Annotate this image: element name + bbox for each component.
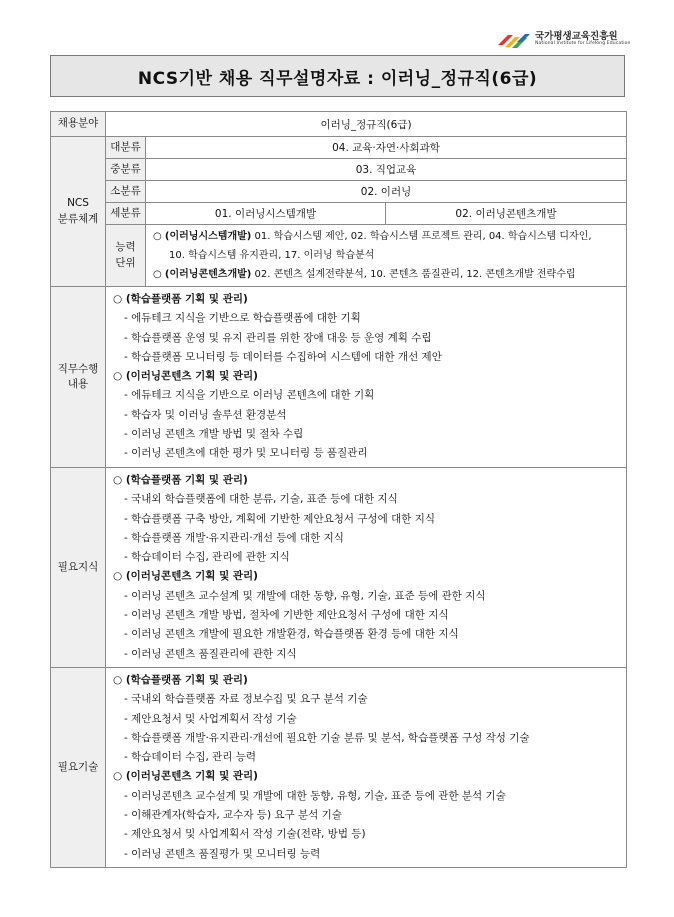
section-heading: ○ (학습플랫폼 기획 및 관리): [113, 293, 248, 305]
list-item: - 학습자 및 이러닝 솔루션 환경분석: [124, 408, 287, 421]
list-item: - 에듀테크 지식을 기반으로 학습플랫폼에 대한 기획: [124, 312, 361, 325]
list-item: - 학습플랫폼 개발·유지관리·개선에 필요한 기술 분류 및 분석, 학습플랫폼 구성 작성 기술: [124, 731, 530, 744]
list-item: - 이러닝콘텐츠 교수설계 및 개발에 대한 동향, 유형, 기술, 표준 등에 관한 분석 기술: [124, 789, 506, 802]
ability-units: [146, 225, 627, 287]
section-heading: ○ (학습플랫폼 기획 및 관리): [113, 673, 248, 686]
list-item: - 학습플랫폼 운영 및 유지 관리를 위한 장애 대응 등 운영 계획 수립: [124, 331, 432, 344]
job-description-table: [50, 111, 627, 868]
detail-value-2: 02. 이러닝콘텐츠개발: [386, 203, 627, 225]
duties-content: [106, 287, 627, 468]
skills-label: 필요기술: [51, 667, 106, 867]
ability-marker: ○: [153, 269, 162, 280]
ability-line-1: [153, 227, 622, 246]
detail-label: 세분류: [106, 203, 146, 225]
list-item: - 제안요청서 및 사업계획서 작성 기술(전략, 방법 등): [124, 828, 366, 841]
ability-line-3: [153, 265, 622, 284]
list-item: - 이러닝 콘텐츠 품질관리에 관한 지식: [124, 647, 297, 660]
list-item: - 이러닝 콘텐츠 개발에 필요한 개발환경, 학습플랫폼 환경 등에 대한 지식: [124, 628, 459, 641]
section-heading: ○ (학습플랫폼 기획 및 관리): [113, 474, 248, 486]
list-item: - 이해관계자(학습자, 교수자 등) 요구 분석 기술: [124, 809, 342, 822]
list-item: - 학습데이터 수집, 관리에 관한 지식: [124, 551, 290, 564]
list-item: - 에듀테크 지식을 기반으로 이러닝 콘텐츠에 대한 기획: [124, 389, 375, 402]
section-heading: ○ (이러닝콘텐츠 기획 및 관리): [113, 570, 258, 583]
duties-label: 직무수행 내용: [51, 287, 106, 468]
logo-name: 국가평생교육진흥원: [535, 31, 618, 42]
duties-row: [51, 287, 627, 468]
field-value: 이러닝_정규직(6급): [106, 112, 627, 137]
nile-logo: [496, 26, 636, 50]
ability-marker: ○: [153, 231, 162, 242]
minor-value: 02. 이러닝: [146, 181, 627, 203]
section-heading: ○ (이러닝콘텐츠 기획 및 관리): [113, 370, 258, 383]
logo-subtitle: National Institute for Lifelong Education: [535, 41, 631, 46]
list-item: - 국내외 학습플랫폼 자료 정보수집 및 요구 분석 기술: [124, 693, 368, 706]
ability-units-text: 01. 학습시스템 제안, 02. 학습시스템 프로젝트 관리, 04. 학습시스템 디자인,: [251, 231, 592, 242]
document-title: NCS기반 채용 직무설명자료 : 이러닝_정규직(6급): [50, 55, 625, 97]
list-item: - 이러닝 콘텐츠 개발 방법 및 절차 수립: [124, 428, 304, 441]
list-item: - 이러닝 콘텐츠에 대한 평가 및 모니터링 등 품질관리: [124, 447, 368, 460]
ncs-middle-row: [51, 159, 627, 181]
field-row: [51, 112, 627, 137]
knowledge-content: [106, 468, 627, 668]
ability-label: 능력 단위: [106, 225, 146, 287]
list-item: - 이러닝 콘텐츠 교수설계 및 개발에 대한 동향, 유형, 기술, 표준 등에 관한 지식: [124, 589, 486, 602]
ncs-detail-row: [51, 203, 627, 225]
ability-group-title: (이러닝콘텐츠개발): [164, 269, 252, 280]
list-item: - 이러닝 콘텐츠 품질평가 및 모니터링 능력: [124, 847, 321, 860]
knowledge-row: [51, 468, 627, 668]
skills-row: [51, 667, 627, 867]
list-item: - 제안요청서 및 사업계획서 작성 기술: [124, 712, 297, 725]
major-value: 04. 교육·자연·사회과학: [146, 137, 627, 159]
list-item: - 학습플랫폼 개발·유지관리·개선 등에 대한 지식: [124, 531, 344, 544]
list-item: - 이러닝 콘텐츠 개발 방법, 절차에 기반한 제안요청서 구성에 대한 지식: [124, 609, 449, 622]
skills-content: [106, 667, 627, 867]
section-heading: ○ (이러닝콘텐츠 기획 및 관리): [113, 770, 258, 783]
ncs-ability-row: [51, 225, 627, 287]
middle-value: 03. 직업교육: [146, 159, 627, 181]
field-label: 채용분야: [51, 112, 106, 137]
major-label: 대분류: [106, 137, 146, 159]
ability-units-text: 10. 학습시스템 유지관리, 17. 이러닝 학습분석: [169, 250, 375, 261]
list-item: - 학습플랫폼 구축 방안, 계획에 기반한 제안요청서 구성에 대한 지식: [124, 512, 436, 525]
knowledge-label: 필요지식: [51, 468, 106, 668]
middle-label: 중분류: [106, 159, 146, 181]
ability-units-text: 02. 콘텐츠 설계전략분석, 10. 콘텐츠 품질관리, 12. 콘텐츠개발 전략수립: [251, 269, 576, 280]
list-item: - 국내외 학습플랫폼에 대한 분류, 기술, 표준 등에 대한 지식: [124, 493, 398, 506]
ability-group-title: (이러닝시스템개발): [164, 231, 252, 242]
ncs-minor-row: [51, 181, 627, 203]
detail-value-1: 01. 이러닝시스템개발: [146, 203, 386, 225]
list-item: - 학습데이터 수집, 관리 능력: [124, 751, 257, 764]
list-item: - 학습플랫폼 모니터링 등 데이터를 수집하여 시스템에 대한 개선 제안: [124, 350, 442, 363]
minor-label: 소분류: [106, 181, 146, 203]
ability-line-2: [153, 246, 622, 265]
ncs-label: NCS 분류체계: [51, 137, 106, 287]
logo-mark-icon: [496, 28, 532, 50]
ncs-major-row: [51, 137, 627, 159]
